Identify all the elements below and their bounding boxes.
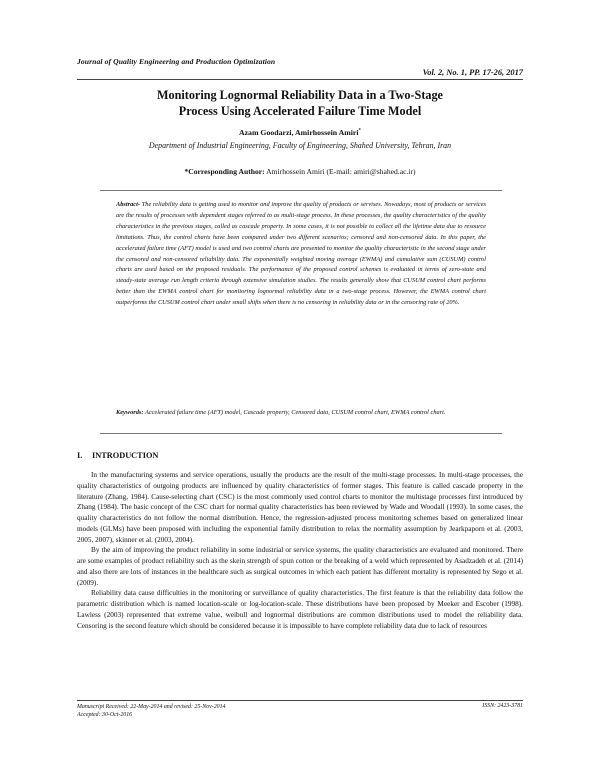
- abstract: [116, 200, 486, 309]
- author-list: [77, 128, 523, 137]
- body-paragraph-1: In the manufacturing systems and service operations, usually the products are the result of the multi-stage processes. In multi-stage processes, the quality characteristics of outgoing products are influenced by quality characteristics of former stages. This feature is called cascade property in the literature (Zhang, 1984). Cause-selecting chart (CSC) is the most commonly used control charts to monitor the multistage processes first introduced by Zhang (1984). The basic concept of the CSC chart for normal quality characteristics has been reviewed by Wade and Woodall (1993). In some cases, the quality characteristics do not follow the normal distribution. Hence, the regression-adjusted process monitoring schemes based on generalized linear models (GLMs) have been proposed with including the exponential family distribution to relax the normality assumption by Jearkpaporn et al. (2003, 2005, 2007), skinner et al. (2003, 2004).: [77, 471, 523, 544]
- footer-divider: [77, 700, 523, 701]
- keywords-text: Accelerated failure time (AFT) model, Cascade property, Censored data, CUSUM control chart, EWMA control chart.: [143, 409, 446, 416]
- keywords-label: Keywords:: [116, 409, 144, 416]
- corresponding-label: *Corresponding Author:: [184, 167, 265, 176]
- corresponding-author: [77, 167, 523, 176]
- section-number: I.: [77, 451, 83, 460]
- keywords: [116, 408, 486, 419]
- header-divider: [77, 79, 523, 80]
- section-heading: [77, 451, 158, 460]
- issn: ISSN: 2423-3781: [482, 703, 523, 709]
- section-title: INTRODUCTION: [92, 451, 159, 460]
- manuscript-received: Manuscript Received: 22-May-2014 and revised: 25-Nov-2014: [77, 704, 226, 710]
- affiliation: Department of Industrial Engineering, Faculty of Engineering, Shahed University, Tehran, Iran: [148, 141, 452, 150]
- author-names: Azam Goodarzi, Amirhossein Amiri: [238, 128, 359, 137]
- body-paragraph-3: Reliability data cause difficulties in the monitoring or surveillance of quality characteristics. The first feature is that the reliability data follow the parametric distribution which is named location-scale or log-location-scale. These distributions have been proposed by Meeker and Escober (1998). Lawless (2003) represented that extreme value, weibull and lognormal distributions are common distributions used to model the reliability data. Censoring is the second feature which should be considered because it is impossible to have complete reliability data due to lack of resources: [77, 589, 523, 630]
- corresponding-mark: *: [358, 128, 362, 134]
- abstract-text: The reliability data is getting used to monitor and improve the quality of products or servises. Nowadays, most of products or services are the results of processes with dependent stages referred to as multi-stage process. In these processes, the quality characteristics of the quality characteristics in the previous stages, called as cascade property. In some cases, it is not possible to collect all the lifetime data due to resource limitations. Thus, the control charts have been compared under two different scenarios; censored and non-censored data. In this paper, the accelerated failure time (AFT) model is used and two control charts are presented to monitor the quality characteristic in the second stage under the censored and non-censored reliability data. The exponentially weighted moving average (EWMA) and cumulative sum (CUSUM) control charts are used based on the proposed residuals. The performance of the proposed control schemes is evaluated in terms of zero-state and steady-state average run length criteria through extensive simulation studies. The results generally show that CUSUM control chart performs better than the EWMA control chart for monitoring lognormal reliability data in a two-stage process. However, the EWMA control chart outperforms the CUSUM control chart under small shifts when there is no censoring in reliability data or in the censoring rate of 20%.: [116, 201, 486, 307]
- body-paragraph-2: By the aim of improving the product reliability in some industrial or service systems, the quality characteristics are evaluated and monitored. There are some examples of product reliability such as the skein strength of spun cotton or the breaking of a weld which represented by Asadzadeh et al. (2014) and also there are lots of instances in the healthcare such as surgical outcomes in which each patient has different mortality is represented by Sego et al. (2009).: [77, 546, 523, 587]
- journal-name: Journal of Quality Engineering and Production Optimization: [77, 57, 276, 66]
- abstract-label: Abstract-: [116, 201, 140, 208]
- manuscript-accepted: Accepted: 30-Oct-2016: [77, 712, 133, 718]
- title-line-1: Monitoring Lognormal Reliability Data in a Two-Stage: [157, 88, 443, 102]
- title-line-2: Process Using Accelerated Failure Time Model: [178, 104, 422, 118]
- paper-title: [77, 87, 523, 119]
- corresponding-contact: Amirhossein Amiri (E-mail: amiri@shahed.ac.ir): [264, 167, 416, 176]
- introduction-body: [77, 470, 523, 631]
- footer-dates: [77, 703, 225, 719]
- volume-info: Vol. 2, No. 1, PP. 17-26, 2017: [422, 68, 523, 77]
